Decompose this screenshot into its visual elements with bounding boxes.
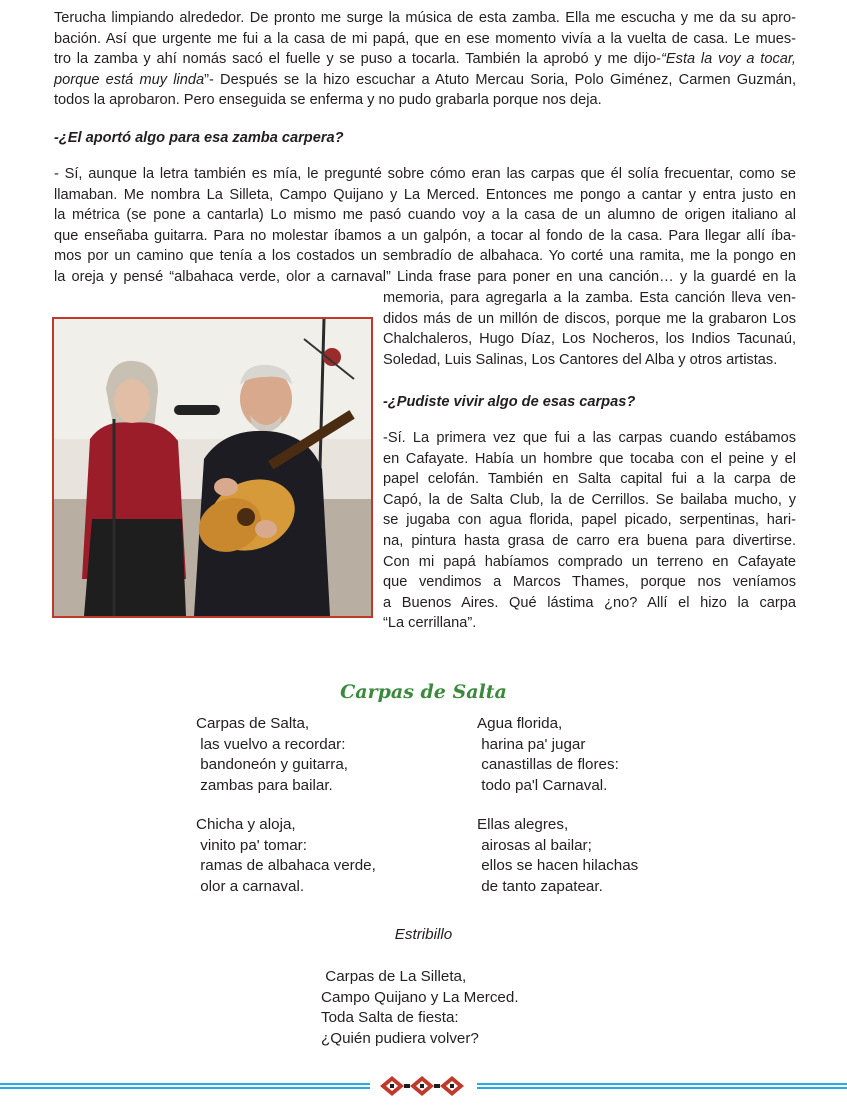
- answer-2-line: -Sí. La primera vez que fui a las carpas cuando estábamos: [383, 430, 796, 446]
- intro-line-3-text: tro la zamba y ahí nomás sacó el fuelle y se puso a tocarla. También la aprobó y me dijo-: [54, 51, 662, 68]
- footer-divider-icon: [0, 1074, 847, 1100]
- answer-1-line: mos por un camino que tenía a los costados un sembradío de albahaca. Yo corté una ramita, me la pongo en: [54, 248, 796, 265]
- intro-line-1: Terucha limpiando alrededor. De pronto me surge la música de esta zamba. Ella me escucha y me da su apro-: [54, 10, 796, 26]
- answer-2-line: na, pintura hasta grasa de carro era buena para divertirse.: [383, 532, 796, 549]
- answer-1-narrow-line: memoria, para agregarla a la zamba. Esta canción lleva ven-: [383, 290, 796, 306]
- intro-line-2: bación. Así que urgente me fui a la casa de mi papá, que en ese momento vivía a la vuelta de casa. Le mues-: [54, 30, 796, 47]
- answer-2-line: Capó, la de Salta Club, la de Cerrillos. Se bailaba mucho, y: [383, 491, 796, 508]
- answer-2-line: se jugaba con agua florida, papel picado, serpentinas, hari-: [383, 512, 796, 529]
- answer-1-line: la métrica (se pone a cantarla) Lo mismo me pasó cuando voy a la casa de un alumno de origen italiano al: [54, 207, 796, 224]
- footer-ornament: [0, 1074, 847, 1100]
- answer-2-line: que vendimos a Marcos Thames, porque nos veníamos: [383, 574, 796, 591]
- answer-1-full: [54, 164, 796, 288]
- answer-1-narrow: [383, 288, 796, 370]
- song-stanza-2: Agua florida, harina pa' jugar canastillas de flores: todo pa'l Carnaval.: [477, 715, 619, 794]
- question-2: -¿Pudiste vivir algo de esas carpas?: [383, 394, 636, 410]
- answer-2-line: papel celofán. También en Salta capital fui a la carpa de: [383, 471, 796, 488]
- answer-2-line: Con mi papá habíamos comprado un terreno en Cafayate: [383, 553, 796, 570]
- question-1: -¿El aportó algo para esa zamba carpera?: [54, 130, 344, 146]
- quote-part-1: “Esta la voy a tocar,: [661, 51, 796, 68]
- intro-paragraph: [54, 8, 796, 111]
- answer-1-line: llamaban. Me nombra La Silleta, Campo Quijano y La Merced. Entonces me pongo a cantar y entra justo en: [54, 186, 796, 203]
- answer-2: [383, 428, 796, 634]
- answer-1-line: la oreja y pensé “albahaca verde, olor a carnaval” Linda frase para poner en una canción… y la guardé en la: [54, 268, 796, 285]
- musicians-photo: [52, 317, 373, 618]
- intro-line-5: todos la aprobaron. Pero enseguida se enferma y no pudo grabarla porque nos deja.: [54, 92, 602, 109]
- answer-1-line: - Sí, aunque la letra también es mía, le pregunté sobre cómo eran las carpas que él solía frecuentar, como se: [54, 166, 796, 182]
- answer-1-narrow-line: Chalchaleros, Hugo Díaz, Los Nocheros, los Indios Tacunaú,: [383, 331, 796, 348]
- quote-suffix: ”- Después se la hizo escuchar a Atuto Mercau Soria, Polo Giménez, Carmen Guzmán,: [204, 71, 797, 88]
- answer-2-line: en Cafayate. Había un hombre que tocaba con el peine y el: [383, 450, 796, 467]
- song-title: Carpas de Salta: [340, 681, 507, 703]
- song-stanza-4: Ellas alegres, airosas al bailar; ellos se hacen hilachas de tanto zapatear.: [477, 816, 639, 895]
- song-stanza-1: Carpas de Salta, las vuelvo a recordar: bandoneón y guitarra, zambas para bailar.: [196, 715, 348, 794]
- quote-part-2: porque está muy linda: [54, 71, 205, 88]
- intro-line-3: [54, 49, 796, 70]
- song-chorus: Carpas de La Silleta, Campo Quijano y La Merced. Toda Salta de fiesta: ¿Quién pudiera volver?: [321, 968, 519, 1047]
- answer-1-narrow-line: Soledad, Luis Salinas, Los Cantores del Alba y otros artistas.: [383, 351, 778, 368]
- answer-1-line: que enseñaba guitarra. Para no molestar íbamos a un galpón, a tocar al fondo de la casa. Para llegar allí íba-: [54, 227, 796, 244]
- song-stanza-3: Chicha y aloja, vinito pa' tomar: ramas de albahaca verde, olor a carnaval.: [196, 816, 376, 895]
- musicians-illustration: [54, 319, 371, 616]
- answer-2-line: a Buenos Aires. Qué lástima ¿no? Allí el hizo la carpa: [383, 594, 796, 611]
- chorus-label: Estribillo: [394, 926, 453, 943]
- intro-line-4: [54, 70, 796, 91]
- answer-2-line: “La cerrillana”.: [383, 615, 477, 632]
- answer-1-narrow-line: didos más de un millón de discos, porque me la grabaron Los: [383, 310, 796, 327]
